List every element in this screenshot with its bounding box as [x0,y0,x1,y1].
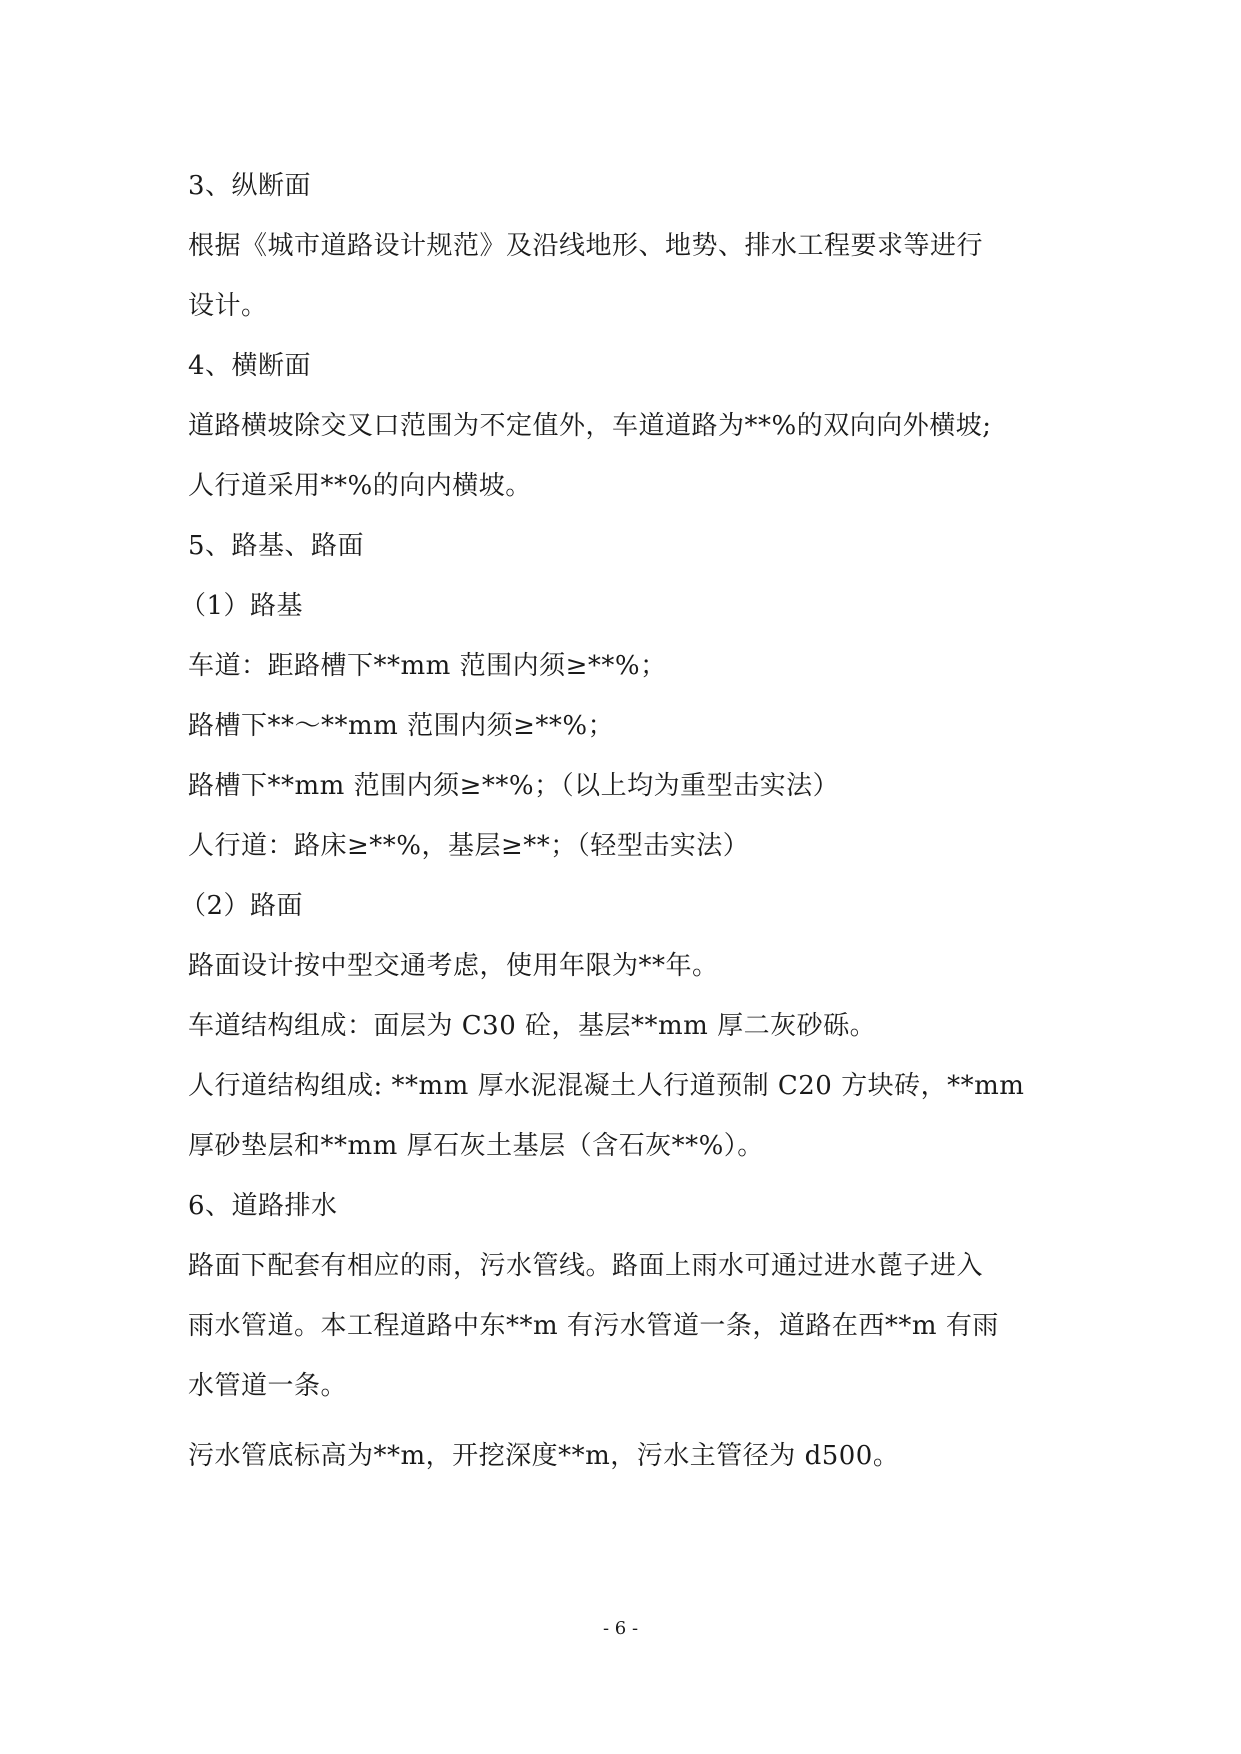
paragraph-line: 路面设计按中型交通考虑，使用年限为**年。 [188,951,719,981]
subheading-subgrade: （1）路基 [180,591,304,621]
paragraph-line: 雨水管道。本工程道路中东**m 有污水管道一条，道路在西**m 有雨 [188,1311,999,1341]
heading-road-drainage: 6、道路排水 [188,1191,338,1221]
paragraph-line: 车道结构组成：面层为 C30 砼，基层**mm 厚二灰砂砾。 [188,1011,877,1041]
paragraph-line: 人行道：路床≥**%，基层≥**；（轻型击实法） [188,831,750,861]
heading-longitudinal-section: 3、纵断面 [188,171,312,201]
paragraph-line: 人行道结构组成: **mm 厚水泥混凝土人行道预制 C20 方块砖，**mm [188,1071,1025,1101]
paragraph-line: 根据《城市道路设计规范》及沿线地形、地势、排水工程要求等进行 [188,231,984,261]
page-number: - 6 - [602,1618,639,1639]
paragraph-line: 路槽下**mm 范围内须≥**%；（以上均为重型击实法） [188,771,840,801]
paragraph-line: 厚砂垫层和**mm 厚石灰土基层（含石灰**%）。 [188,1131,764,1161]
paragraph-line: 路槽下**～**mm 范围内须≥**%； [188,711,615,741]
paragraph-line: 路面下配套有相应的雨，污水管线。路面上雨水可通过进水蓖子进入 [188,1251,984,1281]
paragraph-line: 道路横坡除交叉口范围为不定值外，车道道路为**%的双向向外横坡; [188,411,992,441]
paragraph-line: 水管道一条。 [188,1371,348,1401]
heading-subgrade-pavement: 5、路基、路面 [188,531,365,561]
paragraph-line: 设计。 [188,291,268,321]
paragraph-line: 污水管底标高为**m，开挖深度**m，污水主管径为 d500。 [188,1441,900,1471]
subheading-pavement: （2）路面 [180,891,304,921]
paragraph-line: 人行道采用**%的向内横坡。 [188,471,532,501]
heading-cross-section: 4、横断面 [188,351,312,381]
paragraph-line: 车道：距路槽下**mm 范围内须≥**%； [188,651,667,681]
